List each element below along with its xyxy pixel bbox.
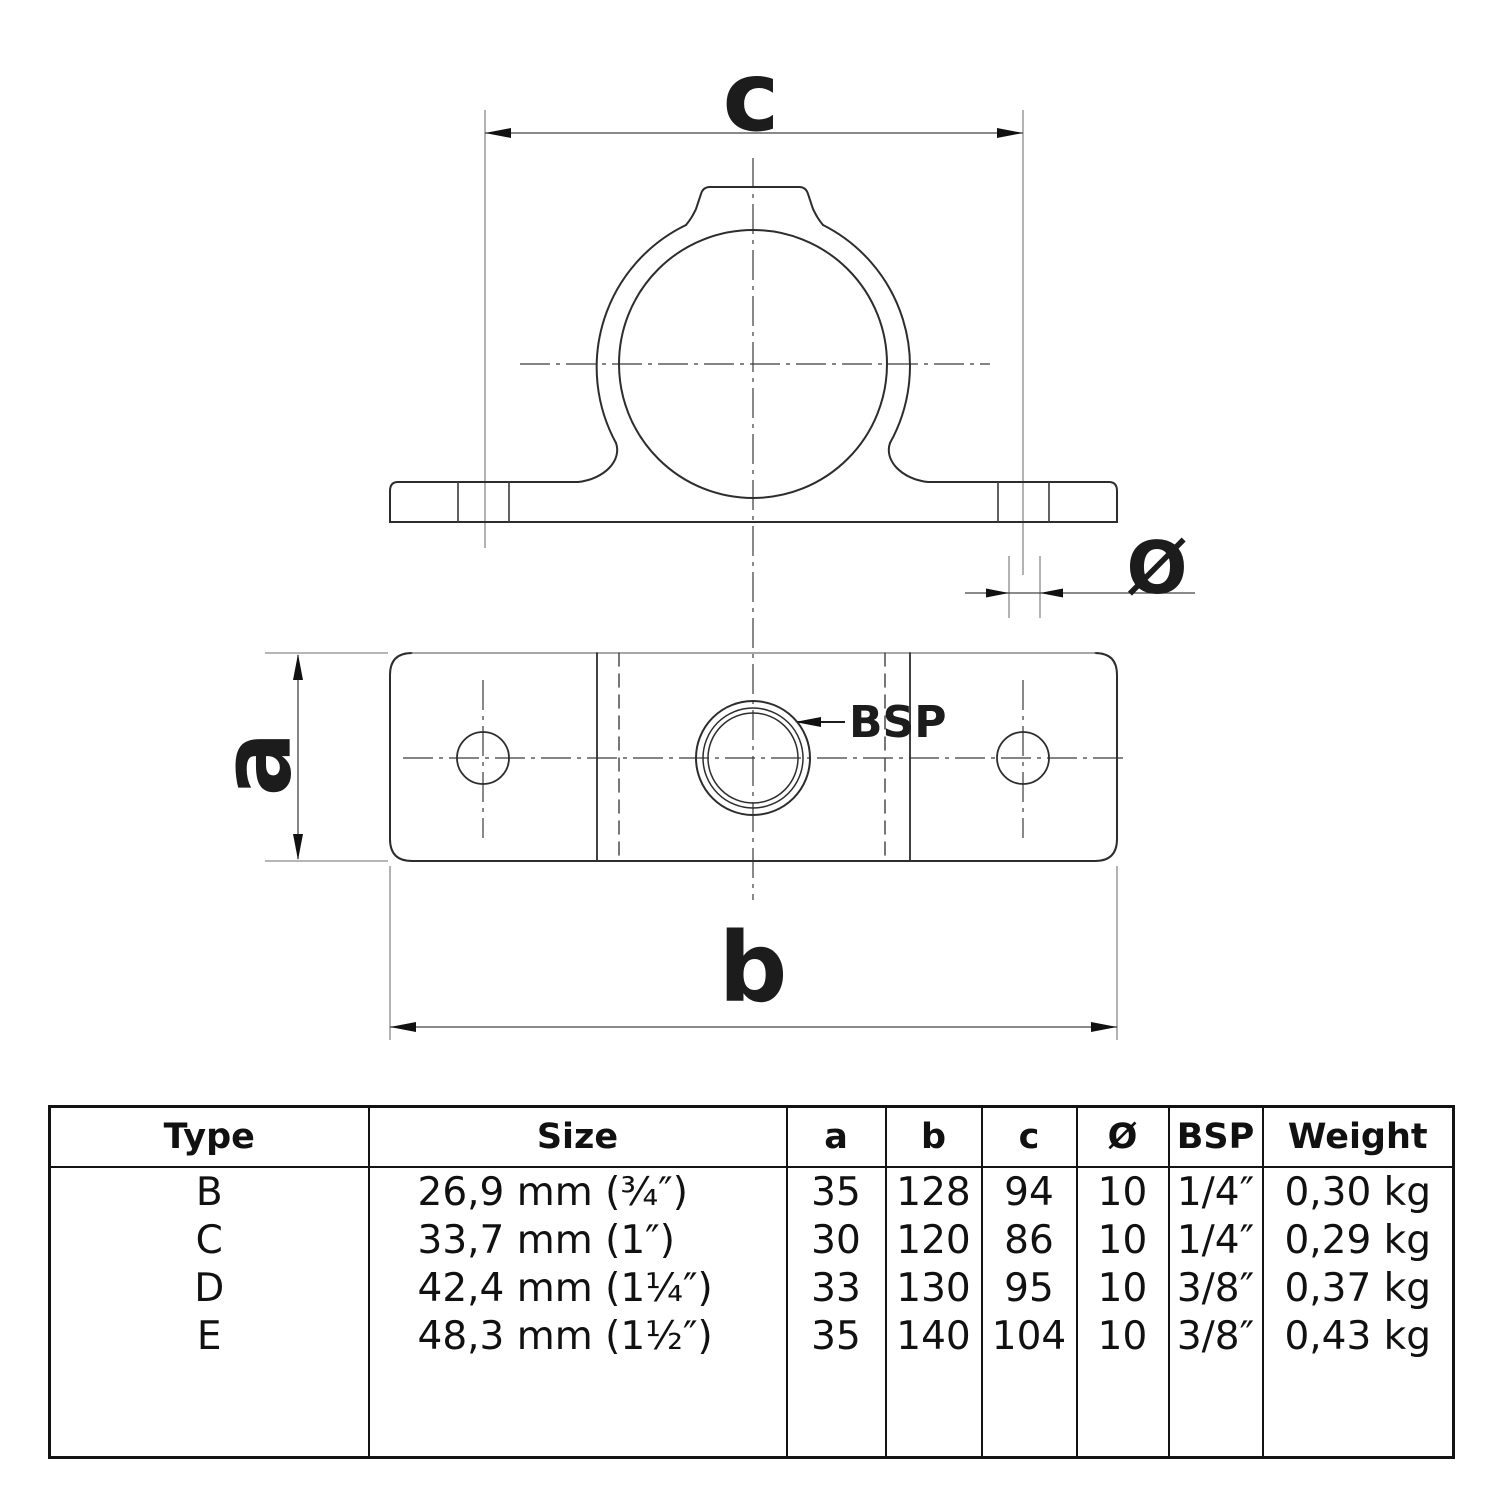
header-diameter: Ø bbox=[1077, 1107, 1169, 1168]
cell-b: 140 bbox=[886, 1312, 982, 1360]
dim-b-label: b bbox=[718, 912, 788, 1024]
extension-lines bbox=[265, 110, 1117, 1040]
cell-a: 30 bbox=[787, 1216, 886, 1264]
table-row-type-c bbox=[50, 1216, 1454, 1264]
header-type: Type bbox=[50, 1107, 369, 1168]
cell-size: 26,9 mm (¾″) bbox=[369, 1167, 787, 1216]
specification-table bbox=[48, 1105, 1455, 1459]
bsp-thread-label: BSP bbox=[849, 696, 947, 748]
cell-bsp: 3/8″ bbox=[1169, 1312, 1263, 1360]
cell-diameter: 10 bbox=[1077, 1312, 1169, 1360]
cell-weight: 0,43 kg bbox=[1284, 1313, 1432, 1359]
cell-weight: 0,37 kg bbox=[1284, 1265, 1432, 1311]
cell-bsp: 1/4″ bbox=[1169, 1216, 1263, 1264]
dim-a-label bbox=[200, 712, 312, 816]
table-filler-row bbox=[50, 1360, 1454, 1458]
cell-size: 42,4 mm (1¼″) bbox=[369, 1264, 787, 1312]
cell-type: B bbox=[50, 1167, 369, 1216]
dimension-lines bbox=[298, 133, 1195, 1027]
cell-a: 33 bbox=[787, 1264, 886, 1312]
cell-type: D bbox=[50, 1264, 369, 1312]
cell-bsp: 1/4″ bbox=[1169, 1167, 1263, 1216]
cell-diameter: 10 bbox=[1077, 1216, 1169, 1264]
cell-size: 48,3 mm (1½″) bbox=[369, 1312, 787, 1360]
cell-b: 120 bbox=[886, 1216, 982, 1264]
centerlines bbox=[403, 158, 1128, 900]
cell-a: 35 bbox=[787, 1312, 886, 1360]
table-row-type-e bbox=[50, 1312, 1454, 1360]
dimension-arrowheads bbox=[293, 128, 1117, 1032]
header-a: a bbox=[787, 1107, 886, 1168]
cell-type: E bbox=[50, 1312, 369, 1360]
spec-table-header bbox=[50, 1107, 1454, 1168]
cell-diameter: 10 bbox=[1077, 1264, 1169, 1312]
table-row-type-b bbox=[50, 1167, 1454, 1216]
cell-diameter: 10 bbox=[1077, 1167, 1169, 1216]
header-row bbox=[50, 1107, 1454, 1168]
cell-weight: 0,30 kg bbox=[1284, 1169, 1432, 1215]
cell-b: 128 bbox=[886, 1167, 982, 1216]
header-b: b bbox=[886, 1107, 982, 1168]
cell-bsp: 3/8″ bbox=[1169, 1264, 1263, 1312]
header-bsp: BSP bbox=[1169, 1107, 1263, 1168]
diameter-symbol-label: Ø bbox=[1126, 526, 1188, 610]
cell-weight: 0,29 kg bbox=[1284, 1217, 1432, 1263]
cell-c: 86 bbox=[982, 1216, 1077, 1264]
cell-a: 35 bbox=[787, 1167, 886, 1216]
header-size: Size bbox=[369, 1107, 787, 1168]
cell-c: 95 bbox=[982, 1264, 1077, 1312]
cell-size: 33,7 mm (1″) bbox=[369, 1216, 787, 1264]
cell-b: 130 bbox=[886, 1264, 982, 1312]
cell-type: C bbox=[50, 1216, 369, 1264]
dim-a-text: a bbox=[200, 731, 312, 797]
header-c: c bbox=[982, 1107, 1077, 1168]
cell-c: 94 bbox=[982, 1167, 1077, 1216]
dim-c-label: c bbox=[722, 41, 780, 153]
cell-c: 104 bbox=[982, 1312, 1077, 1360]
table-row-type-d bbox=[50, 1264, 1454, 1312]
header-weight: Weight bbox=[1263, 1107, 1454, 1168]
